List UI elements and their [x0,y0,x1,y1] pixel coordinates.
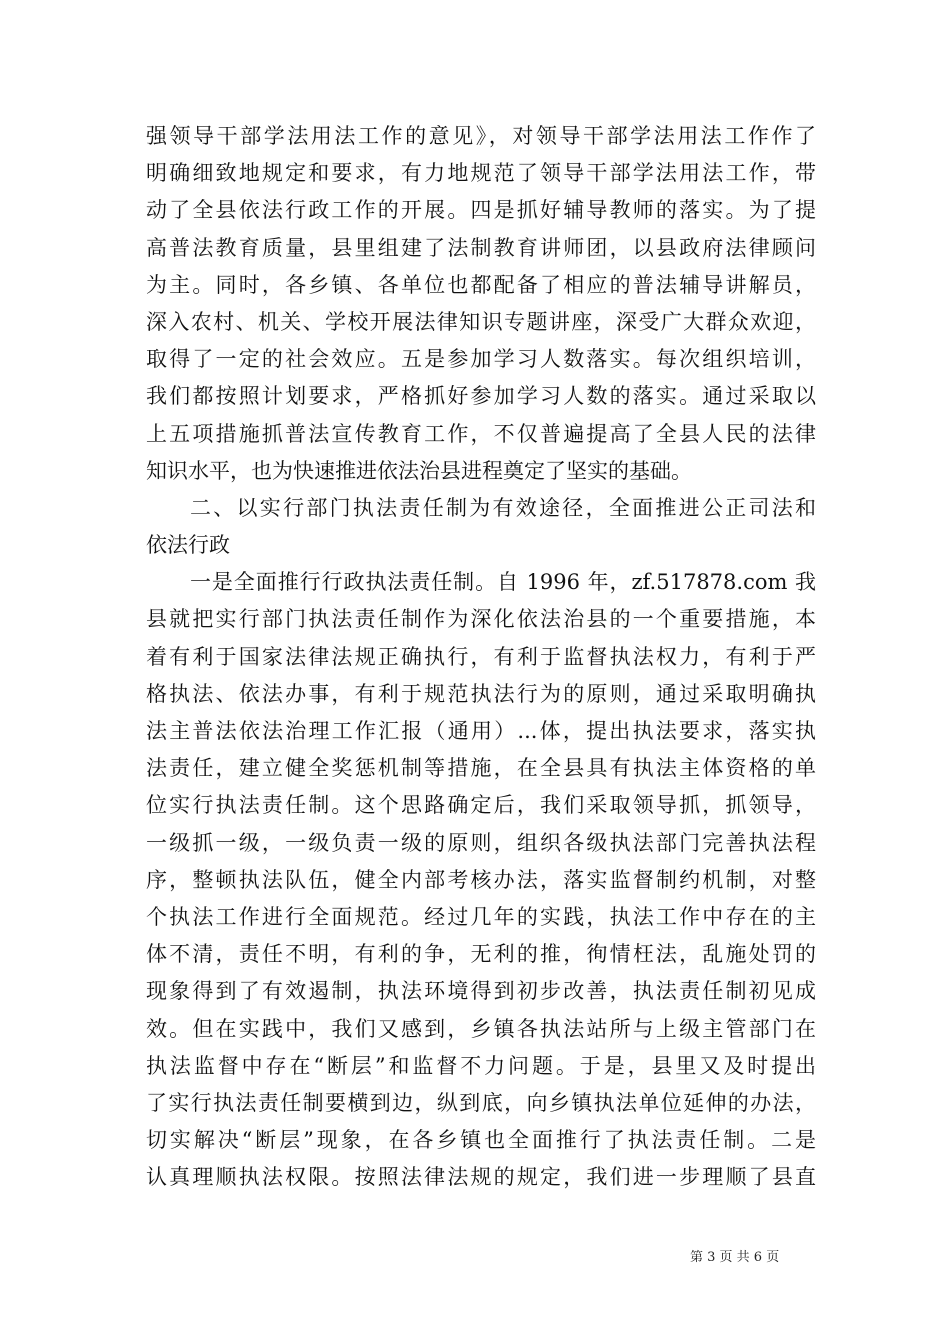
text-line: 格执法、依法办事，有利于规范执法行为的原则，通过采取明确执 [146,681,816,706]
text-line: 明确细致地规定和要求，有力地规范了领导干部学法用法工作，带 [146,161,816,186]
text-line: 为主。同时，各乡镇、各单位也都配备了相应的普法辅导讲解员， [146,272,816,297]
text-line: 高普法教育质量，县里组建了法制教育讲师团，以县政府法律顾问 [146,235,816,260]
text-line: 个执法工作进行全面规范。经过几年的实践，执法工作中存在的主 [146,904,816,929]
text-line: 我们都按照计划要求，严格抓好参加学习人数的落实。通过采取以 [146,384,816,409]
text-line: 执法监督中存在“断层”和监督不力问题。于是，县里又及时提出 [146,1053,816,1078]
text-line: 认真理顺执法权限。按照法律法规的规定，我们进一步理顺了县直 [146,1165,816,1190]
text-line: 二、以实行部门执法责任制为有效途径，全面推进公正司法和 [190,495,816,520]
text-line: 取得了一定的社会效应。五是参加学习人数落实。每次组织培训， [146,347,816,372]
text-line: 现象得到了有效遏制，执法环境得到初步改善，执法责任制初见成 [146,979,816,1004]
text-line: 效。但在实践中，我们又感到，乡镇各执法站所与上级主管部门在 [146,1016,816,1041]
text-line: 位实行执法责任制。这个思路确定后，我们采取领导抓，抓领导， [146,793,816,818]
text-line: 上五项措施抓普法宣传教育工作，不仅普遍提高了全县人民的法律 [146,421,816,446]
text-line: 强领导干部学法用法工作的意见》，对领导干部学法用法工作作了 [146,124,816,148]
text-line: 了实行执法责任制要横到边，纵到底，向乡镇执法单位延伸的办法， [146,1090,816,1115]
text-line: 县就把实行部门执法责任制作为深化依法治县的一个重要措施，本 [146,607,816,632]
body-text [146,118,816,1196]
text-line: 法主普法依法治理工作汇报（通用）...体，提出执法要求，落实执 [146,719,816,743]
text-line: 深入农村、机关、学校开展法律知识专题讲座，深受广大群众欢迎， [146,309,816,334]
text-line: 体不清，责任不明，有利的争，无利的推，徇情枉法，乱施处罚的 [146,942,816,967]
text-line: 切实解决“断层”现象，在各乡镇也全面推行了执法责任制。二是 [146,1128,816,1153]
text-line: 知识水平，也为快速推进依法治县进程奠定了坚实的基础。 [146,458,692,483]
page-number: 第 3 页 共 6 页 [690,1250,780,1265]
text-line: 一是全面推行行政执法责任制。自 1996 年，zf.517878.com 我 [190,570,816,595]
text-line: 法责任，建立健全奖惩机制等措施，在全县具有执法主体资格的单 [146,756,816,781]
text-line: 依法行政 [146,533,230,558]
text-line: 序，整顿执法队伍，健全内部考核办法，落实监督制约机制，对整 [146,867,816,892]
text-line: 动了全县依法行政工作的开展。四是抓好辅导教师的落实。为了提 [146,198,816,223]
text-line: 一级抓一级，一级负责一级的原则，组织各级执法部门完善执法程 [146,830,816,855]
text-line: 着有利于国家法律法规正确执行，有利于监督执法权力，有利于严 [146,644,816,669]
